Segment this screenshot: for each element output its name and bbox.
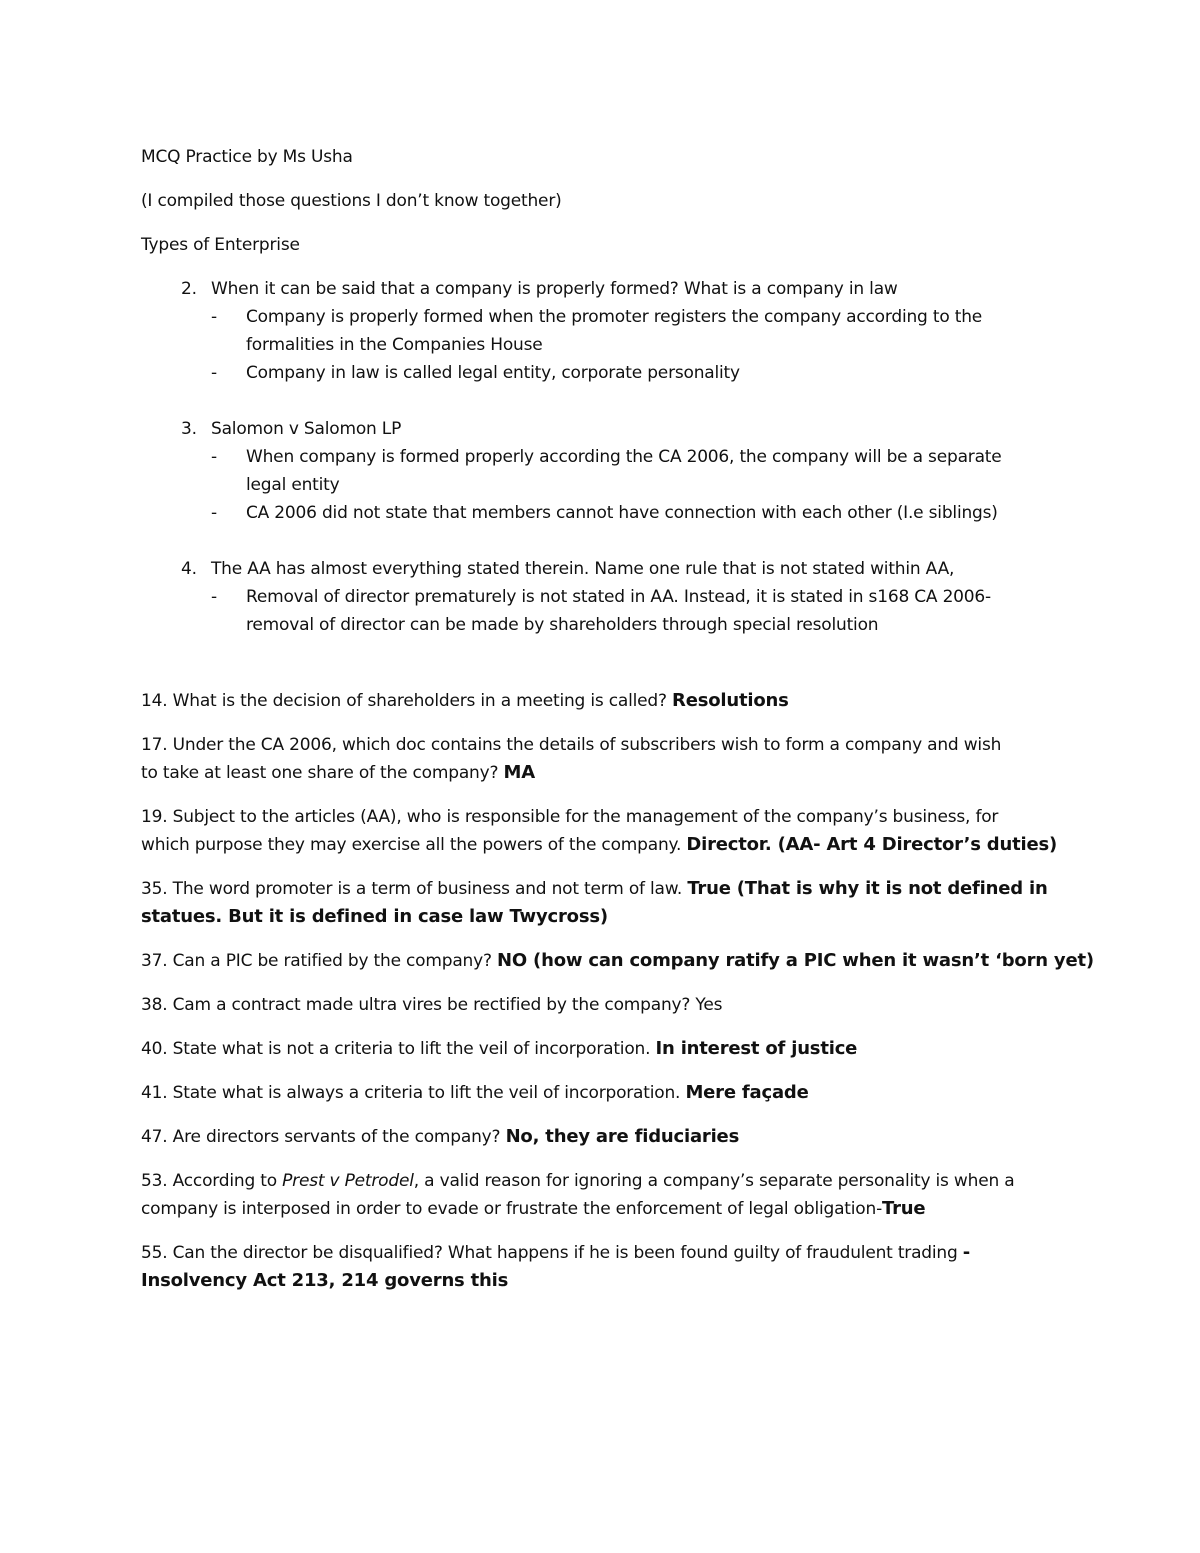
dash-marker: - <box>211 363 217 383</box>
question-text: 38. Cam a contract made ultra vires be rectified by the company? Yes <box>141 995 723 1015</box>
answer-text: True <box>882 1198 926 1219</box>
bullet-text: CA 2006 did not state that members cannot have connection with each other (I.e siblings) <box>246 503 998 523</box>
dash-marker: - <box>211 447 217 467</box>
answer-text: Insolvency Act 213, 214 governs this <box>141 1270 509 1291</box>
section-heading: Types of Enterprise <box>141 235 300 255</box>
answer-text: MA <box>503 762 535 783</box>
question-38 <box>141 991 1070 1019</box>
answer-text: In interest of justice <box>655 1038 858 1059</box>
question-text: Salomon v Salomon LP <box>211 419 402 439</box>
answer-bullet-list <box>141 443 1070 527</box>
bullet-text: removal of director can be made by shareholders through special resolution <box>246 615 879 635</box>
answer-bullet-list <box>141 583 1070 639</box>
question-41 <box>141 1079 1070 1107</box>
question-17 <box>141 731 1070 787</box>
header-block <box>141 143 1070 259</box>
numbered-question-list <box>141 275 1070 639</box>
bullet-text: Removal of director prematurely is not stated in AA. Instead, it is stated in s168 CA 2006- <box>246 587 991 607</box>
question-text: 55. Can the director be disqualified? What happens if he is been found guilty of fraudulent trading <box>141 1243 963 1263</box>
question-text: 14. What is the decision of shareholders in a meeting is called? <box>141 691 673 711</box>
question-text: 37. Can a PIC be ratified by the company? <box>141 951 498 971</box>
answer-bullet <box>211 443 1070 471</box>
bullet-text: When company is formed properly according the CA 2006, the company will be a separate <box>246 447 1002 467</box>
answer-text: statues. But it is defined in case law Twycross) <box>141 906 608 927</box>
answer-bullet-list <box>141 303 1070 387</box>
question-55 <box>141 1239 1070 1295</box>
question-item <box>141 275 1070 387</box>
question-item <box>141 555 1070 639</box>
answer-text: Director. (AA- Art 4 Director’s duties) <box>686 834 1058 855</box>
answer-bullet <box>211 583 1070 611</box>
answer-text: True (That is why it is not defined in <box>687 878 1048 899</box>
question-14 <box>141 687 1070 715</box>
question-item <box>141 415 1070 527</box>
answer-bullet <box>211 303 1070 331</box>
dash-marker: - <box>211 503 217 523</box>
question-text: 40. State what is not a criteria to lift the veil of incorporation. <box>141 1039 656 1059</box>
question-text: , a valid reason for ignoring a company’s separate personality is when a <box>413 1171 1015 1191</box>
question-37 <box>141 947 1094 975</box>
answer-bullet <box>211 499 1070 527</box>
answer-text: Resolutions <box>672 690 789 711</box>
answer-bullet-continuation <box>211 471 1070 499</box>
question-number: 3. <box>181 419 197 439</box>
question-number: 2. <box>181 279 197 299</box>
question-text: When it can be said that a company is properly formed? What is a company in law <box>211 279 898 299</box>
question-text: The AA has almost everything stated therein. Name one rule that is not stated within AA, <box>211 559 955 579</box>
question-53 <box>141 1167 1070 1223</box>
answer-bullet-continuation <box>211 331 1070 359</box>
question-text: 41. State what is always a criteria to lift the veil of incorporation. <box>141 1083 686 1103</box>
document-title: MCQ Practice by Ms Usha <box>141 147 353 167</box>
answer-text: NO (how can company ratify a PIC when it wasn’t ‘born yet) <box>497 950 1094 971</box>
dash-marker: - <box>211 307 217 327</box>
question-text: 19. Subject to the articles (AA), who is responsible for the management of the company’s business, for <box>141 807 999 827</box>
question-text: company is interposed in order to evade or frustrate the enforcement of legal obligation- <box>141 1199 883 1219</box>
bullet-text: Company is properly formed when the promoter registers the company according to the <box>246 307 983 327</box>
question-40 <box>141 1035 1070 1063</box>
case-name: Prest v Petrodel <box>282 1171 414 1191</box>
answer-text: Mere façade <box>685 1082 809 1103</box>
answer-bullet-continuation <box>211 611 1070 639</box>
question-35 <box>141 875 1070 931</box>
question-text: 35. The word promoter is a term of business and not term of law. <box>141 879 688 899</box>
question-text: 53. According to <box>141 1171 283 1191</box>
question-text: to take at least one share of the company? <box>141 763 504 783</box>
bullet-text: Company in law is called legal entity, corporate personality <box>246 363 740 383</box>
dash-marker: - <box>211 587 217 607</box>
bullet-text: formalities in the Companies House <box>246 335 543 355</box>
question-text: 17. Under the CA 2006, which doc contains the details of subscribers wish to form a company and wish <box>141 735 1002 755</box>
question-number: 4. <box>181 559 197 579</box>
question-text: 47. Are directors servants of the company? <box>141 1127 506 1147</box>
bullet-text: legal entity <box>246 475 340 495</box>
answer-bullet <box>211 359 1070 387</box>
dash-separator: - <box>962 1242 971 1263</box>
question-text: which purpose they may exercise all the powers of the company. <box>141 835 687 855</box>
question-19 <box>141 803 1070 859</box>
answer-text: No, they are fiduciaries <box>505 1126 740 1147</box>
question-47 <box>141 1123 1070 1151</box>
document-subtitle: (I compiled those questions I don’t know together) <box>141 191 562 211</box>
